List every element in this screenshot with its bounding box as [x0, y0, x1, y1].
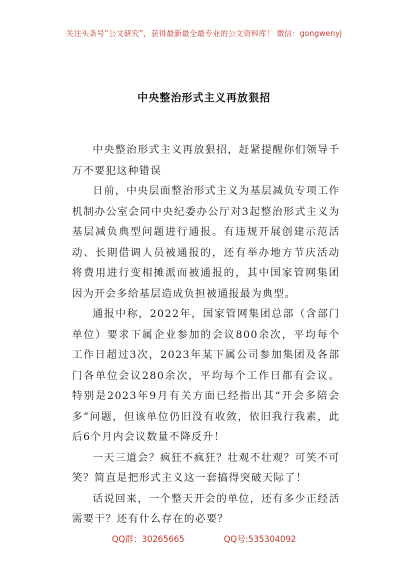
paragraph: 一天三道会？疯狂不疯狂？壮观不壮观？可笑不可笑？简直是把形式主义这一套搞得突破天际了！: [72, 451, 340, 484]
document-title: 中央整治形式主义再放狠招: [137, 92, 271, 104]
qq-account-number: QQ号:535304092: [223, 534, 297, 544]
qq-group-number: QQ群：30265665: [111, 534, 185, 544]
document-body: [72, 140, 340, 530]
paragraph: 中央整治形式主义再放狠招，赶紧提醒你们领导千万不要犯这种错误: [72, 144, 340, 177]
paragraph: 通报中称，2022年，国家管网集团总部（含部门单位）要求下属企业参加的会议800余次，平均每个工作日超过3次，2023年某下属公司参加集团及各部门各单位会议280余次，平均每个工作日都有会议。特别是2023年9月有关方面已经指出其“开会多陪会多”问题，但该单位仍旧没有收敛，依旧我行我素，此后6个月内会议数量不降反升！: [72, 308, 340, 443]
paragraph: 话说回来，一个整天开会的单位，还有多少正经活需要干？还有什么存在的必要？: [72, 492, 340, 525]
footer-contacts: [0, 533, 408, 545]
header-banner: 关注头条号“公文研究”，获得最新最全最专业的公文资料库！ 微信：gongwenyj: [66, 29, 342, 38]
paragraph: 日前，中央层面整治形式主义为基层减负专项工作机制办公室会同中央纪委办公厅对3起整治形式主义为基层减负典型问题进行通报。有违规开展创建示范活动、长期借调人员被通报的，还有举办地方节庆活动将费用进行变相摊派而被通报的，其中国家管网集团因为开会多给基层造成负担被通报最为典型。: [72, 185, 340, 300]
